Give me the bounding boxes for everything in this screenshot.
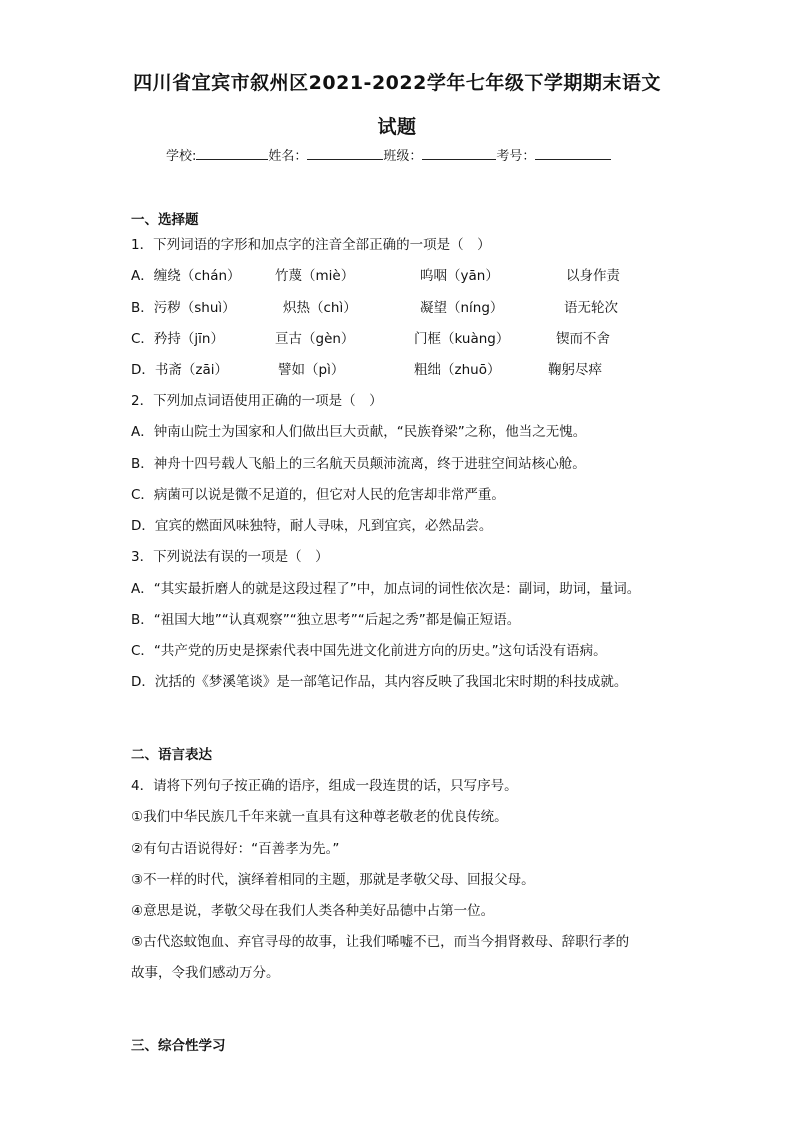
q1-option-a-word-1: A．缠绕（chán） — [131, 268, 241, 284]
q1-option-d-word-3: 粗绌（zhuō） — [414, 362, 501, 378]
question-4-stem: 4．请将下列句子按正确的语序，组成一段连贯的话，只写序号。 — [131, 778, 518, 794]
q1-option-d-word-4: 鞠躬尽瘁 — [548, 362, 602, 378]
question-2-stem: 2．下列加点词语使用正确的一项是（ ） — [131, 393, 383, 409]
q1-option-d-word-1: D．书斋（zāi） — [131, 362, 229, 378]
section-heading-choice: 一、选择题 — [131, 212, 199, 228]
document-title-line-2: 试题 — [377, 116, 417, 138]
student-info-row — [166, 145, 611, 164]
document-title-line-1: 四川省宜宾市叙州区2021-2022学年七年级下学期期末语文 — [133, 72, 661, 94]
section-heading-comprehensive-learning: 三、综合性学习 — [131, 1038, 226, 1054]
section-heading-language-expression: 二、语言表达 — [131, 747, 212, 763]
class-label: 班级： — [383, 149, 423, 164]
class-blank — [422, 146, 496, 160]
q3-option-a: A．“其实最折磨人的就是这段过程了”中，加点词的词性依次是：副词，助词，量词。 — [131, 581, 641, 597]
q4-sentence-5-continued: 故事，令我们感动万分。 — [131, 965, 280, 981]
number-label: 考号： — [496, 149, 536, 164]
q4-sentence-5: ⑤古代恣蚊饱血、弃官寻母的故事，让我们唏嘘不已，而当今捐肾救母、辞职行孝的 — [131, 934, 630, 950]
q1-option-b-word-3: 凝望（níng） — [420, 300, 504, 316]
school-blank — [196, 146, 268, 160]
q1-option-c-word-4: 锲而不舍 — [556, 331, 610, 347]
q4-sentence-1: ①我们中华民族几千年来就一直具有这种尊老敬老的优良传统。 — [131, 809, 508, 825]
q1-option-b-word-4: 语无轮次 — [564, 300, 618, 316]
school-label: 学校: — [166, 149, 197, 164]
q1-option-c-word-1: C．矜持（jīn） — [131, 331, 224, 347]
q1-option-b-word-1: B．污秽（shuì） — [131, 300, 236, 316]
q1-option-a-word-3: 呜咽（yān） — [420, 268, 499, 284]
q1-option-d-word-2: 譬如（pì） — [278, 362, 345, 378]
q4-sentence-4: ④意思是说，孝敬父母在我们人类各种美好品德中占第一位。 — [131, 903, 495, 919]
q1-option-c-word-3: 门框（kuàng） — [414, 331, 510, 347]
question-3-stem: 3．下列说法有误的一项是（ ） — [131, 549, 329, 565]
name-label: 姓名： — [268, 149, 308, 164]
q3-option-d: D．沈括的《梦溪笔谈》是一部笔记作品，其内容反映了我国北宋时期的科技成就。 — [131, 674, 628, 690]
q2-option-a: A．钟南山院士为国家和人们做出巨大贡献，“民族脊梁”之称，他当之无愧。 — [131, 424, 587, 440]
q1-option-a-word-4: 以身作责 — [566, 268, 620, 284]
q2-option-d: D．宜宾的燃面风味独特，耐人寻味，凡到宜宾，必然品尝。 — [131, 518, 493, 534]
question-1-stem: 1．下列词语的字形和加点字的注音全部正确的一项是（ ） — [131, 237, 491, 253]
name-blank — [307, 146, 383, 160]
q2-option-b: B．神舟十四号载人飞船上的三名航天员颠沛流离，终于进驻空间站核心舱。 — [131, 456, 586, 472]
q3-option-c: C．“共产党的历史是探索代表中国先进文化前进方向的历史。”这句话没有语病。 — [131, 643, 607, 659]
q4-sentence-3: ③不一样的时代，演绎着相同的主题，那就是孝敬父母、回报父母。 — [131, 872, 535, 888]
q2-option-c: C．病菌可以说是微不足道的，但它对人民的危害却非常严重。 — [131, 487, 505, 503]
q1-option-a-word-2: 竹蔑（miè） — [275, 268, 355, 284]
q4-sentence-2: ②有句古语说得好：“百善孝为先。” — [131, 841, 340, 857]
q1-option-c-word-2: 亘古（gèn） — [275, 331, 355, 347]
q3-option-b: B．“祖国大地”“认真观察”“独立思考”“后起之秀”都是偏正短语。 — [131, 612, 521, 628]
q1-option-b-word-2: 炽热（chì） — [283, 300, 357, 316]
number-blank — [535, 146, 611, 160]
